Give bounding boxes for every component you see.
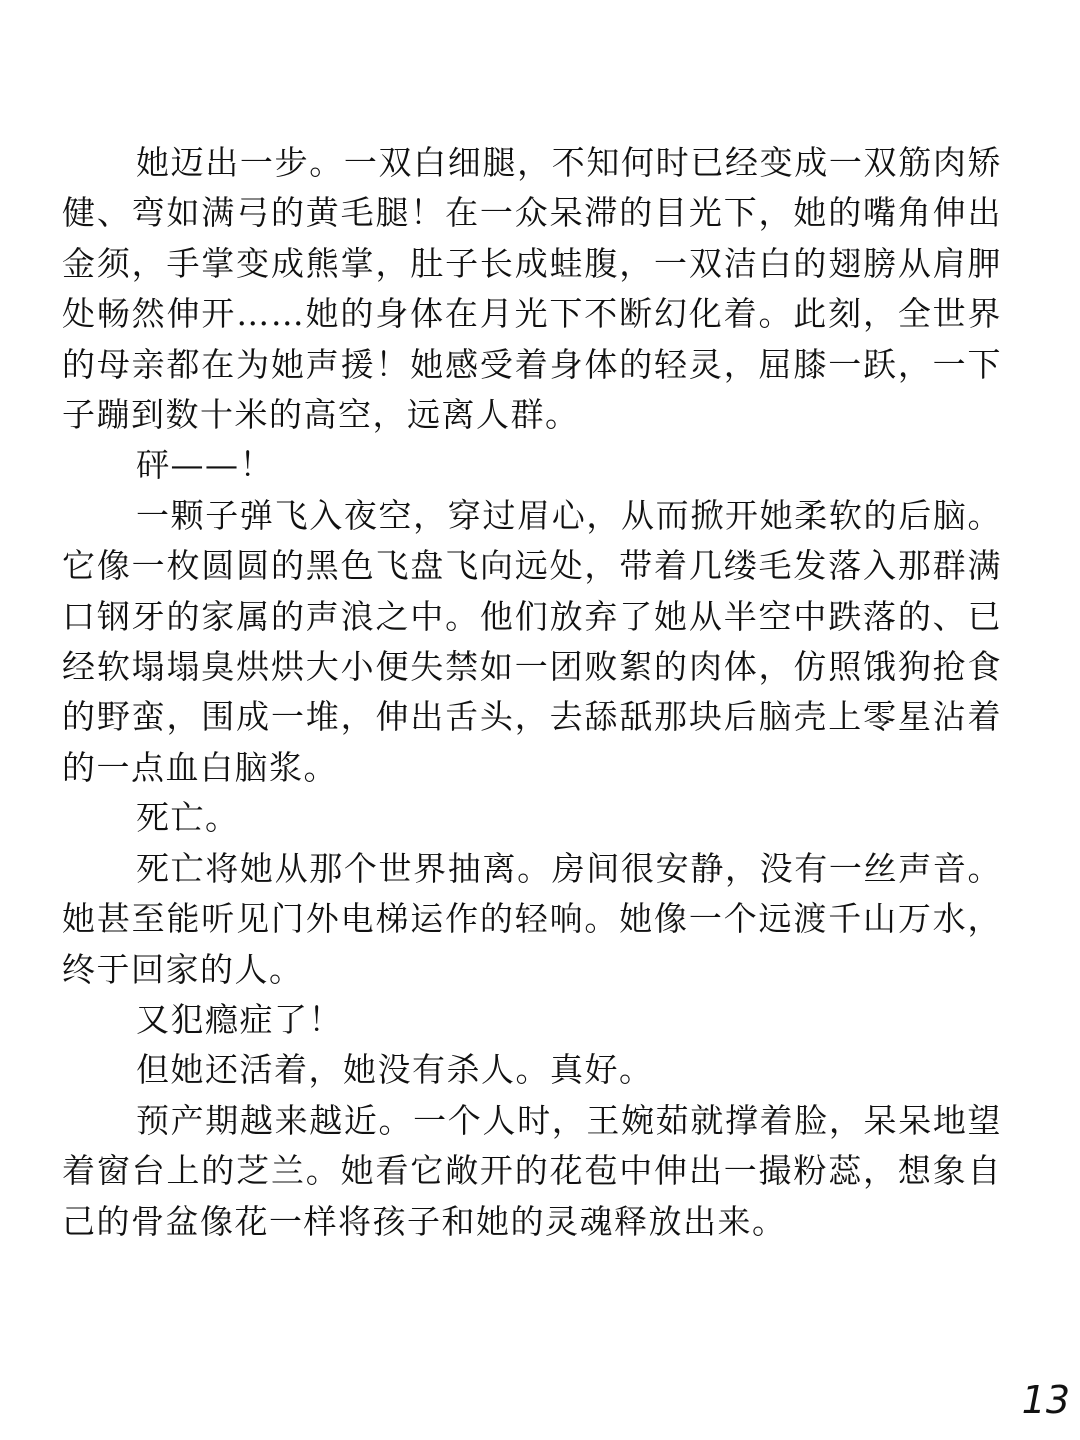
paragraph: 她迈出一步。一双白细腿，不知何时已经变成一双筋肉矫健、弯如满弓的黄毛腿！在一众呆滞的目光下，她的嘴角伸出金须，手掌变成熊掌，肚子长成蛙腹，一双洁白的翅膀从肩胛处畅然伸开……她的身体在月光下不断幻化着。此刻，全世界的母亲都在为她声援！她感受着身体的轻灵，屈膝一跃，一下子蹦到数十米的高空，远离人群。 (62, 143, 1002, 435)
body-text (62, 138, 1002, 1247)
paragraph: 死亡。 (136, 798, 240, 838)
paragraph: 预产期越来越近。一个人时，王婉茹就撑着脸，呆呆地望着窗台上的芝兰。她看它敞开的花苞中伸出一撮粉蕊，想象自己的骨盆像花一样将孩子和她的灵魂释放出来。 (62, 1100, 1002, 1241)
page-number: 13 (1021, 1378, 1070, 1422)
paragraph: 又犯瘾症了！ (136, 999, 343, 1039)
paragraph: 但她还活着，她没有杀人。真好。 (136, 1050, 654, 1090)
paragraph: 一颗子弹飞入夜空，穿过眉心，从而掀开她柔软的后脑。它像一枚圆圆的黑色飞盘飞向远处，带着几缕毛发落入那群满口钢牙的家属的声浪之中。他们放弃了她从半空中跌落的、已经软塌塌臭烘烘大小便失禁如一团败絮的肉体，仿照饿狗抢食的野蛮，围成一堆，伸出舌头，去舔舐那块后脑壳上零星沾着的一点血白脑浆。 (62, 495, 1002, 787)
paragraph: 砰——！ (136, 445, 274, 485)
paragraph: 死亡将她从那个世界抽离。房间很安静，没有一丝声音。她甚至能听见门外电梯运作的轻响。她像一个远渡千山万水，终于回家的人。 (62, 848, 1002, 989)
